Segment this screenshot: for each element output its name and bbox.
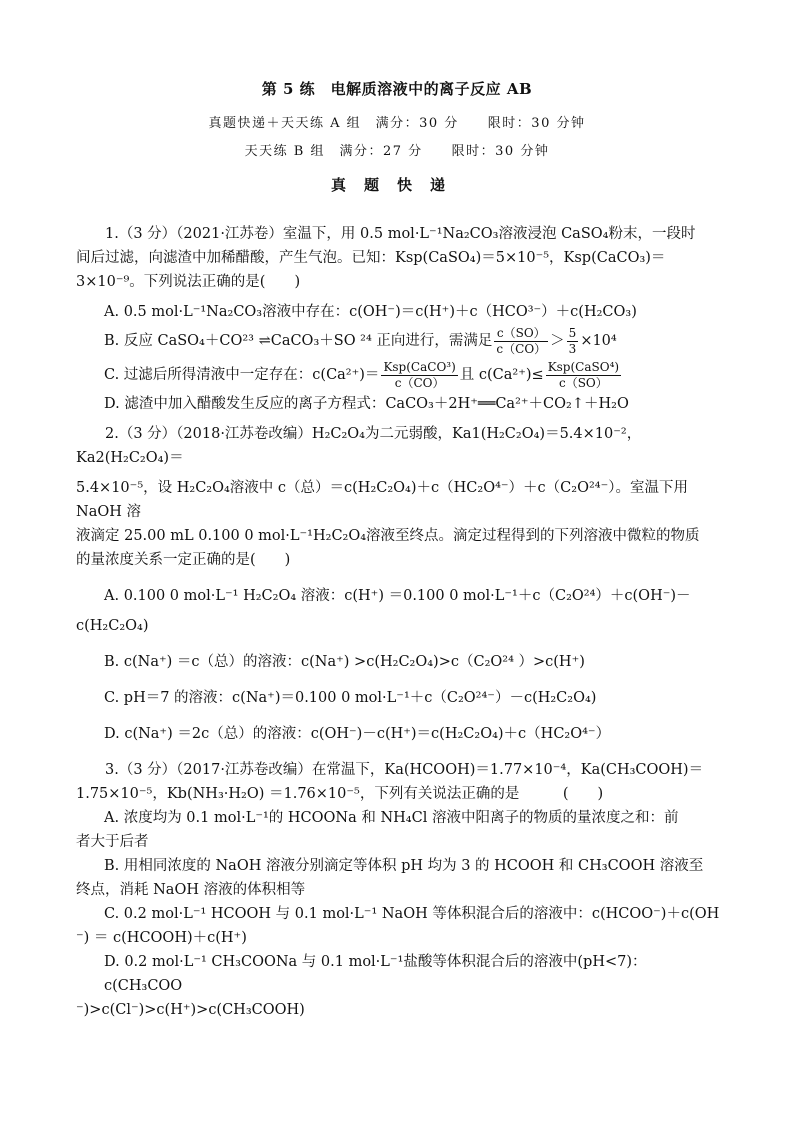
q2-option-b: B. c(Na⁺) ＝c（总）的溶液：c(Na⁺) >c(H₂C₂O₄)>c（C₂O²⁴ ）>c(H⁺) [104, 654, 585, 670]
q3-option-b-cont: 终点，消耗 NaOH 溶液的体积相等 [76, 882, 306, 898]
q1-option-c: C. 过滤后所得清液中一定存在：c(Ca²⁺)＝ $\frac{\text{Ksp(CaCO³)}}{c(CO)}$ 且 c(Ca²⁺)≤ $\frac{\text{Ksp(CaSO⁴)}}{c(SO)}$ [104, 359, 620, 390]
q2-option-a: A. 0.100 0 mol·L⁻¹ H₂C₂O₄ 溶液：c(H⁺) ＝0.100 0 mol·L⁻¹＋c（C₂O²⁴）＋c(OH⁻)－ [104, 588, 691, 604]
questions [76, 222, 720, 1022]
q3-option-d-cont: ⁻)>c(Cl⁻)>c(H⁺)>c(CH₃COOH) [76, 1002, 305, 1018]
q1-option-c-fraction-1: $\frac{\text{Ksp(CaCO³)}}{c(CO)}$ [383, 359, 456, 390]
q3-option-d: D. 0.2 mol·L⁻¹ CH₃COONa 与 0.1 mol·L⁻¹盐酸等体积混合后的溶液中(pH<7)：c(CH₃COO [104, 954, 647, 994]
q3-option-c: C. 0.2 mol·L⁻¹ HCOOH 与 0.1 mol·L⁻¹ NaOH 等体积混合后的溶液中：c(HCOO⁻)＋c(OH [104, 906, 720, 922]
q2-line-3: 液滴定 25.00 mL 0.100 0 mol·L⁻¹H₂C₂O₄溶液至终点。滴定过程得到的下列溶液中微粒的物质 [76, 528, 700, 544]
q1-option-d: D. 滤渣中加入醋酸发生反应的离子方程式：CaCO₃＋2H⁺══Ca²⁺＋CO₂↑＋H₂O [104, 396, 629, 412]
q2-line-1: 2.（3 分）（2018·江苏卷改编）H₂C₂O₄为二元弱酸，Ka1(H₂C₂O₄)＝5.4×10⁻²，Ka2(H₂C₂O₄)＝ [76, 426, 642, 466]
q2-line-2: 5.4×10⁻⁵，设 H₂C₂O₄溶液中 c（总）＝c(H₂C₂O₄)＋c（HC₂O⁴⁻）＋c（C₂O²⁴⁻）。室温下用 NaOH 溶 [76, 480, 689, 520]
question-2 [76, 422, 720, 746]
q1-option-c-fraction-2: $\frac{\text{Ksp(CaSO⁴)}}{c(SO)}$ [547, 359, 620, 390]
q1-option-a: A. 0.5 mol·L⁻¹Na₂CO₃溶液中存在：c(OH⁻)＝c(H⁺)＋c（HCO³⁻）＋c(H₂CO₃) [104, 304, 637, 320]
q1-option-b-ratio: $\frac{5}{3}$ [568, 325, 577, 356]
q2-option-c: C. pH＝7 的溶液：c(Na⁺)＝0.100 0 mol·L⁻¹＋c（C₂O²⁴⁻）－c(H₂C₂O₄) [104, 690, 597, 706]
header [0, 78, 794, 196]
q3-option-c-cont: ⁻) ＝ c(HCOOH)＋c(H⁺) [76, 930, 247, 946]
q1-line-2: 间后过滤，向滤渣中加稀醋酸，产生气泡。已知：Ksp(CaSO₄)＝5×10⁻⁵，Ksp(CaCO₃)＝ [76, 250, 666, 266]
q3-option-a-cont: 者大于后者 [76, 834, 149, 850]
q2-option-a-cont: c(H₂C₂O₄) [76, 618, 149, 634]
q2-line-4: 的量浓度关系一定正确的是( ) [76, 552, 291, 568]
q1-option-b: B. 反应 CaSO₄＋CO²³ ⇌CaCO₃＋SO ²⁴ 正向进行，需满足 $\frac{c(SO)}{c(CO)}$ ＞ $\frac{5}{3}$ ×10⁴ [104, 325, 617, 356]
q1-line-1: 1.（3 分）（2021·江苏卷）室温下，用 0.5 mol·L⁻¹Na₂CO₃溶液浸泡 CaSO₄粉末，一段时 [105, 226, 696, 242]
q1-option-b-text: B. 反应 CaSO₄＋CO²³ ⇌CaCO₃＋SO ²⁴ 正向进行，需满足 [104, 333, 493, 349]
subtitle-group-a: 真题快递＋天天练 A 组 满分：30 分 限时：30 分钟 [208, 116, 586, 131]
q3-option-a: A. 浓度均为 0.1 mol·L⁻¹的 HCOONa 和 NH₄Cl 溶液中阳离子的物质的量浓度之和：前 [104, 810, 679, 826]
page-title: 第 5 练 电解质溶液中的离子反应 AB [261, 80, 533, 98]
q1-option-c-text: C. 过滤后所得清液中一定存在：c(Ca²⁺)＝ [104, 367, 380, 383]
q2-option-d: D. c(Na⁺) ＝2c（总）的溶液：c(OH⁻)－c(H⁺)＝c(H₂C₂O₄)＋c（HC₂O⁴⁻） [104, 726, 611, 742]
section-heading: 真题快递 [330, 176, 463, 194]
subtitle-group-b: 天天练 B 组 满分：27 分 限时：30 分钟 [244, 144, 550, 159]
q1-option-b-fraction: $\frac{c(SO)}{c(CO)}$ [496, 325, 547, 356]
question-1 [76, 222, 720, 416]
q3-line-1: 3.（3 分）（2017·江苏卷改编）在常温下，Ka(HCOOH)＝1.77×10⁻⁴，Ka(CH₃COOH)＝ [105, 762, 704, 778]
q3-option-b: B. 用相同浓度的 NaOH 溶液分别滴定等体积 pH 均为 3 的 HCOOH 和 CH₃COOH 溶液至 [104, 858, 704, 874]
question-3 [76, 758, 720, 1022]
q1-line-3: 3×10⁻⁹。下列说法正确的是( ) [76, 274, 301, 290]
q3-line-2: 1.75×10⁻⁵，Kb(NH₃·H₂O) ＝1.76×10⁻⁵，下列有关说法正确的是 ( ) [76, 786, 604, 802]
